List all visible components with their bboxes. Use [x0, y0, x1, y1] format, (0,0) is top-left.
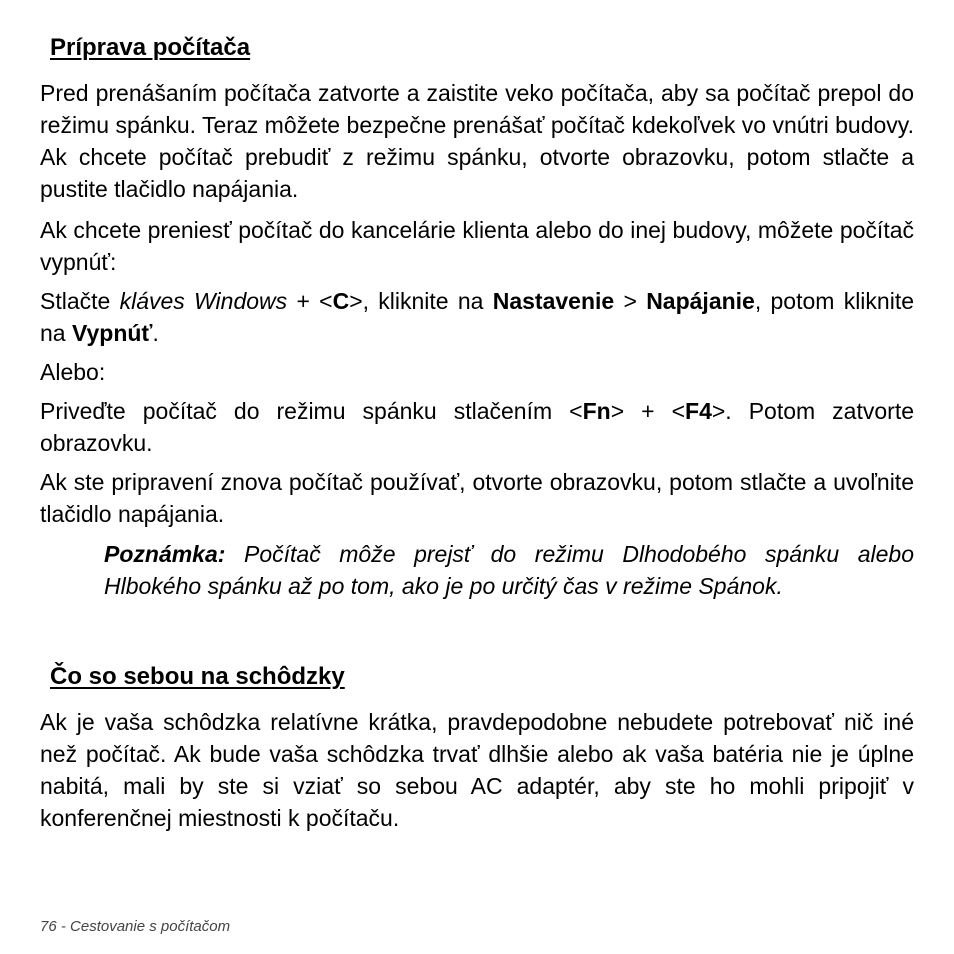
windows-key-text: kláves Windows: [119, 288, 288, 314]
note-hibernate: [104, 538, 914, 602]
note-label: Poznámka:: [104, 541, 226, 567]
paragraph-resume: Ak ste pripravení znova počítač používať, otvorte obrazovku, potom stlačte a uvoľnite tlačidlo napájania.: [40, 469, 914, 527]
shutdown-text: Vypnúť: [71, 320, 153, 346]
page-footer: 76 - Cestovanie s počítačom: [40, 918, 231, 935]
text-segment: .: [152, 320, 159, 346]
text-segment: >. Potom zatvorte obrazovku.: [40, 398, 914, 456]
settings-text: Nastavenie: [492, 288, 615, 314]
c-key-text: C: [332, 288, 350, 314]
text-segment: + <: [287, 288, 333, 314]
text-segment: Stlačte: [40, 288, 120, 314]
section-heading-meetings: Čo so sebou na schôdzky: [50, 663, 345, 690]
paragraph-shutdown-instructions: [40, 285, 914, 349]
section-heading-preparing-computer: Príprava počítača: [50, 34, 251, 61]
f4-key-text: F4: [685, 398, 712, 424]
paragraph-move-to-client: Ak chcete preniesť počítač do kancelárie klienta alebo do inej budovy, môžete počítač vypnúť:: [40, 217, 914, 275]
paragraph-or: Alebo:: [40, 359, 106, 385]
note-text: Počítač môže prejsť do režimu Dlhodobého spánku alebo Hlbokého spánku až po tom, ako je po určitý čas v režime Spánok.: [104, 541, 914, 599]
text-segment: , potom kliknite na: [40, 288, 914, 346]
text-segment: >: [614, 288, 647, 314]
text-segment: >, kliknite na: [349, 288, 493, 314]
paragraph-sleep-shortcut: [40, 395, 914, 459]
text-segment: Priveďte počítač do režimu spánku stlačením <: [40, 398, 583, 424]
fn-key-text: Fn: [582, 398, 611, 424]
paragraph-meetings: Ak je vaša schôdzka relatívne krátka, pravdepodobne nebudete potrebovať nič iné než počítač. Ak bude vaša schôdzka trvať dlhšie alebo ak vaša batéria nie je úplne nabitá, mali by ste si vziať so sebou AC adaptér, aby ste ho mohli pripojiť v konferenčnej miestnosti k počítaču.: [40, 709, 914, 831]
power-text: Napájanie: [646, 288, 755, 314]
text-segment: > + <: [610, 398, 686, 424]
paragraph-close-lid: Pred prenášaním počítača zatvorte a zaistite veko počítača, aby sa počítač prepol do režimu spánku. Teraz môžete bezpečne prenášať počítač kdekoľvek vo vnútri budovy. Ak chcete počítač prebudiť z režimu spánku, otvorte obrazovku, potom stlačte a pustite tlačidlo napájania.: [40, 80, 914, 202]
